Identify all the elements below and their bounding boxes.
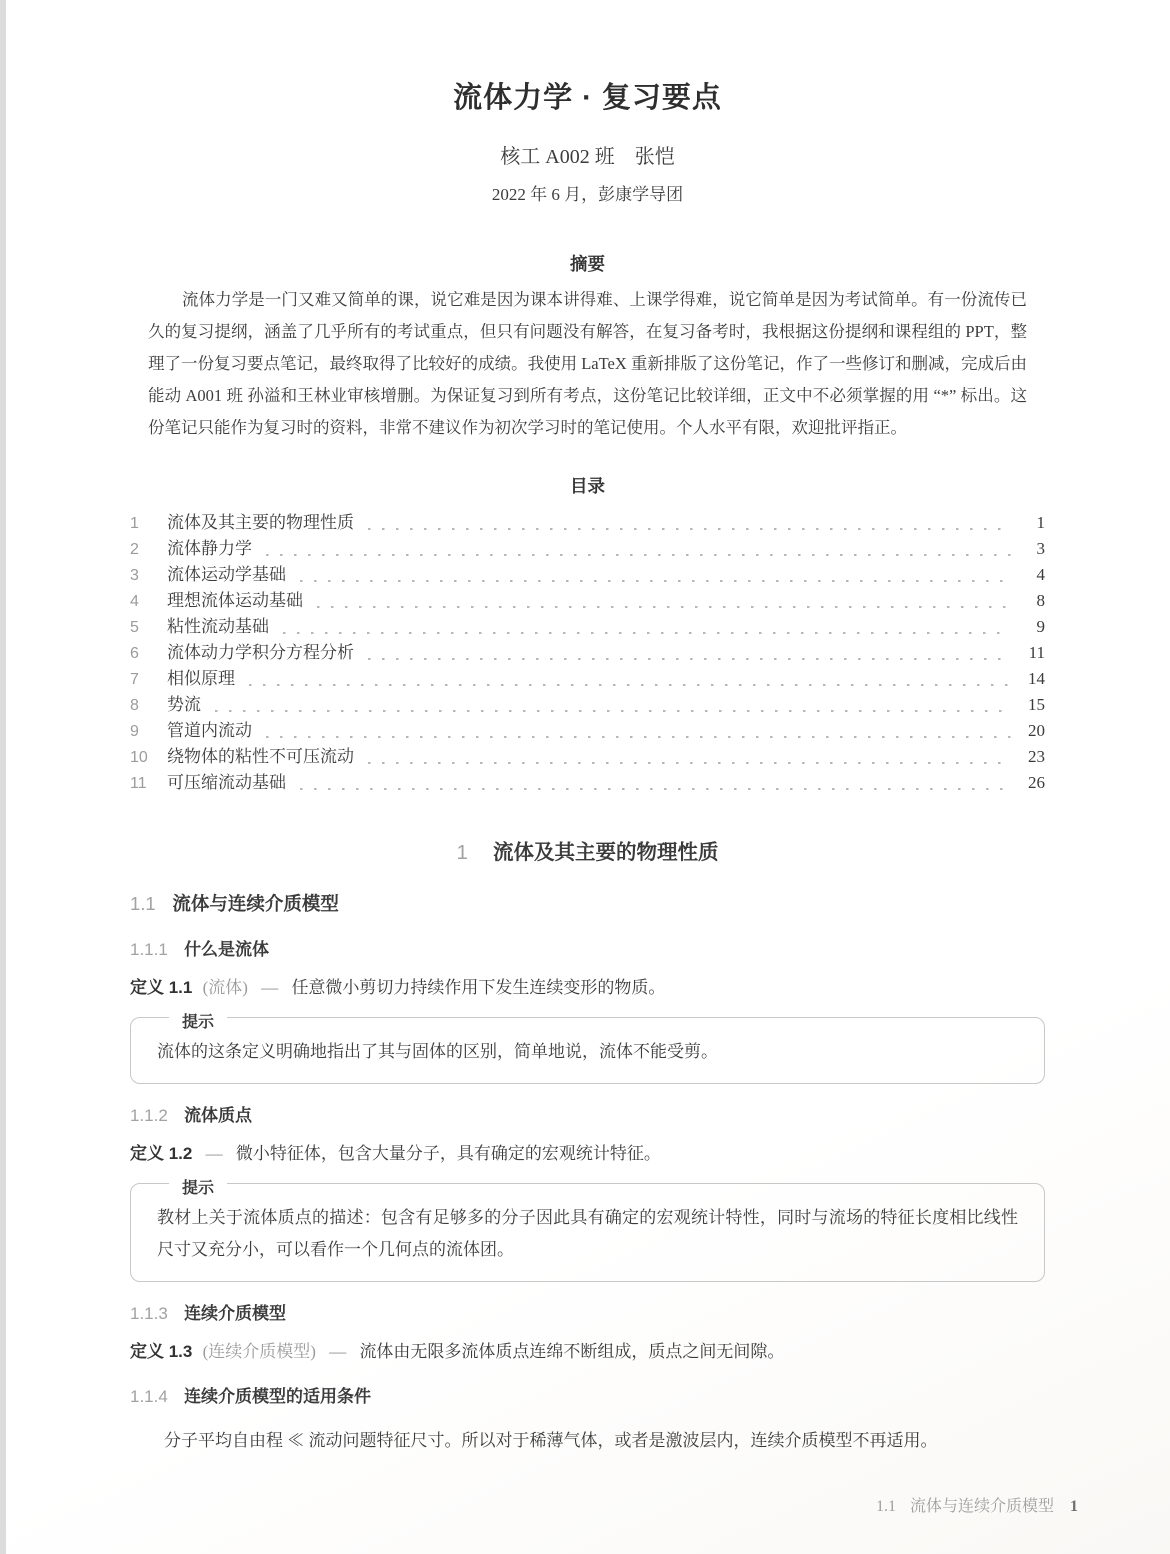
section-title: 流体及其主要的物理性质 [493, 841, 719, 864]
toc-entry[interactable] [130, 614, 1045, 640]
hint-box-label: 提示 [169, 1007, 227, 1039]
footer-page-number: 1 [1070, 1498, 1078, 1515]
section-1-heading [130, 838, 1045, 868]
toc-entry[interactable] [130, 770, 1045, 796]
definition-label: 定义 1.3 [130, 1342, 193, 1361]
abstract-body: 流体力学是一门又难又简单的课，说它难是因为课本讲得难、上课学得难，说它简单是因为考试简单。有一份流传已久的复习提纲，涵盖了几乎所有的考试重点，但只有问题没有解答，在复习备考时，我根据这份提纲和课程组的 PPT，整理了一份复习要点笔记，最终取得了比较好的成绩。我使用 LaTeX 重新排版了这份笔记，作了一些修订和删减，完成后由能动 A001 班 孙溢和王林业审核增删。为保证复习到所有考点，这份笔记比较详细，正文中不必须掌握的用 “*” 标出。这份笔记只能作为复习时的资料，非常不建议作为初次学习时的笔记使用。个人水平有限，欢迎批评指正。 [148, 290, 1027, 437]
toc-entry[interactable] [130, 744, 1045, 770]
toc-entry-page: 4 [1036, 565, 1045, 584]
toc-entry-number: 8 [130, 697, 139, 714]
toc-entry[interactable] [130, 718, 1045, 744]
toc-entry-page: 8 [1036, 591, 1045, 610]
toc-entry-number: 4 [130, 593, 139, 610]
subsubsection-number: 1.1.2 [130, 1106, 168, 1125]
toc-dot-leader [368, 762, 1011, 765]
toc-dot-leader [266, 554, 1011, 557]
definition-label: 定义 1.1 [130, 978, 193, 997]
toc-entry-page: 26 [1028, 773, 1045, 792]
toc-entry-title: 势流 [167, 695, 201, 714]
page-title: 流体力学 · 复习要点 [453, 82, 722, 114]
toc-entry-page: 11 [1028, 643, 1045, 662]
date-line: 2022 年 6 月，彭康学导团 [491, 185, 684, 204]
subsubsection-1-1-2-heading [130, 1104, 1045, 1128]
page-footer [876, 1493, 1078, 1516]
toc-entry-title: 流体静力学 [167, 539, 252, 558]
toc-entry-number: 5 [130, 619, 139, 636]
toc-dot-leader [368, 658, 1011, 661]
toc-entry[interactable] [130, 692, 1045, 718]
toc-entry-number: 7 [130, 671, 139, 688]
toc-entry-number: 2 [130, 541, 139, 558]
toc-entry[interactable] [130, 588, 1045, 614]
toc-entry-number: 6 [130, 645, 139, 662]
toc-dot-leader [249, 684, 1011, 687]
toc-dot-leader [300, 580, 1011, 583]
document-page [130, 0, 1045, 1457]
toc-entry-title: 管道内流动 [167, 721, 252, 740]
toc-entry-title: 流体动力学积分方程分析 [167, 643, 354, 662]
toc-entry[interactable] [130, 666, 1045, 692]
toc-entry-number: 1 [130, 515, 139, 532]
subsubsection-1-1-4-heading [130, 1385, 1045, 1409]
subsubsection-title: 连续介质模型 [184, 1304, 287, 1323]
section-number: 1 [456, 841, 468, 864]
definition-dash: — [329, 1342, 347, 1361]
subsection-title: 流体与连续介质模型 [172, 893, 339, 914]
toc-entry[interactable] [130, 510, 1045, 536]
subsection-number: 1.1 [130, 893, 156, 914]
toc-entry-title: 绕物体的粘性不可压流动 [167, 747, 354, 766]
toc-entry-number: 11 [130, 775, 147, 792]
definition-dash: — [261, 978, 279, 997]
toc-dot-leader [215, 710, 1011, 713]
definition-dash: — [205, 1144, 223, 1163]
abstract-heading: 摘要 [570, 254, 605, 274]
definition-term: (流体) [202, 978, 248, 997]
subsubsection-title: 流体质点 [184, 1106, 253, 1125]
toc-entry-number: 10 [130, 749, 148, 766]
definition-1-2 [130, 1141, 1045, 1167]
footer-section-title: 流体与连续介质模型 [909, 1498, 1054, 1515]
subsubsection-number: 1.1.4 [130, 1387, 168, 1406]
toc-dot-leader [266, 736, 1011, 739]
definition-text: 任意微小剪切力持续作用下发生连续变形的物质。 [291, 978, 666, 997]
subsubsection-1-1-3-heading [130, 1302, 1045, 1326]
subsubsection-title: 什么是流体 [184, 940, 270, 959]
toc-entry-page: 23 [1028, 747, 1045, 766]
body-paragraph: 分子平均自由程 ≪ 流动问题特征尺寸。所以对于稀薄气体，或者是激波层内，连续介质模型不再适用。 [164, 1431, 938, 1450]
toc-entry-page: 20 [1028, 721, 1045, 740]
definition-1-3 [130, 1339, 1045, 1365]
subsection-1-1-heading [130, 891, 1045, 918]
definition-text: 微小特征体，包含大量分子，具有确定的宏观统计特征。 [235, 1144, 661, 1163]
toc-entry-title: 粘性流动基础 [167, 617, 269, 636]
hint-box-1 [130, 1014, 1045, 1084]
page-left-edge [0, 0, 6, 1554]
toc-entry-title: 流体运动学基础 [167, 565, 286, 584]
toc-heading: 目录 [570, 476, 605, 496]
toc-entry-title: 流体及其主要的物理性质 [167, 513, 354, 532]
toc-entry-page: 15 [1028, 695, 1045, 714]
footer-section-number: 1.1 [875, 1498, 896, 1515]
hint-box-text: 流体的这条定义明确地指出了其与固体的区别，简单地说，流体不能受剪。 [157, 1042, 718, 1061]
toc-entry-title: 理想流体运动基础 [167, 591, 303, 610]
subsubsection-title: 连续介质模型的适用条件 [184, 1387, 372, 1406]
toc-entry-page: 9 [1036, 617, 1045, 636]
toc-entry-title: 可压缩流动基础 [167, 773, 286, 792]
toc-entry-number: 3 [130, 567, 139, 584]
toc-entry-page: 14 [1028, 669, 1045, 688]
hint-box-text: 教材上关于流体质点的描述：包含有足够多的分子因此具有确定的宏观统计特性，同时与流场的特征长度相比线性尺寸又充分小，可以看作一个几何点的流体团。 [157, 1208, 1018, 1259]
toc-entry-title: 相似原理 [167, 669, 235, 688]
hint-box-label: 提示 [169, 1173, 227, 1205]
toc-entry-number: 9 [130, 723, 139, 740]
toc-dot-leader [300, 788, 1011, 791]
definition-text: 流体由无限多流体质点连绵不断组成，质点之间无间隙。 [359, 1342, 785, 1361]
toc-entry-page: 3 [1036, 539, 1045, 558]
subsubsection-number: 1.1.1 [130, 940, 168, 959]
toc-entry[interactable] [130, 640, 1045, 666]
toc-dot-leader [368, 528, 1011, 531]
definition-term: (连续介质模型) [202, 1342, 316, 1361]
subsubsection-1-1-1-heading [130, 938, 1045, 962]
hint-box-2 [130, 1180, 1045, 1282]
toc-entry[interactable] [130, 536, 1045, 562]
definition-1-1 [130, 975, 1045, 1001]
author-line: 核工 A002 班 张恺 [500, 146, 675, 168]
toc-entry[interactable] [130, 562, 1045, 588]
definition-label: 定义 1.2 [130, 1144, 193, 1163]
toc-dot-leader [317, 606, 1011, 609]
toc-entry-page: 1 [1036, 513, 1045, 532]
toc-dot-leader [283, 632, 1011, 635]
subsubsection-number: 1.1.3 [130, 1304, 168, 1323]
table-of-contents [130, 510, 1045, 796]
